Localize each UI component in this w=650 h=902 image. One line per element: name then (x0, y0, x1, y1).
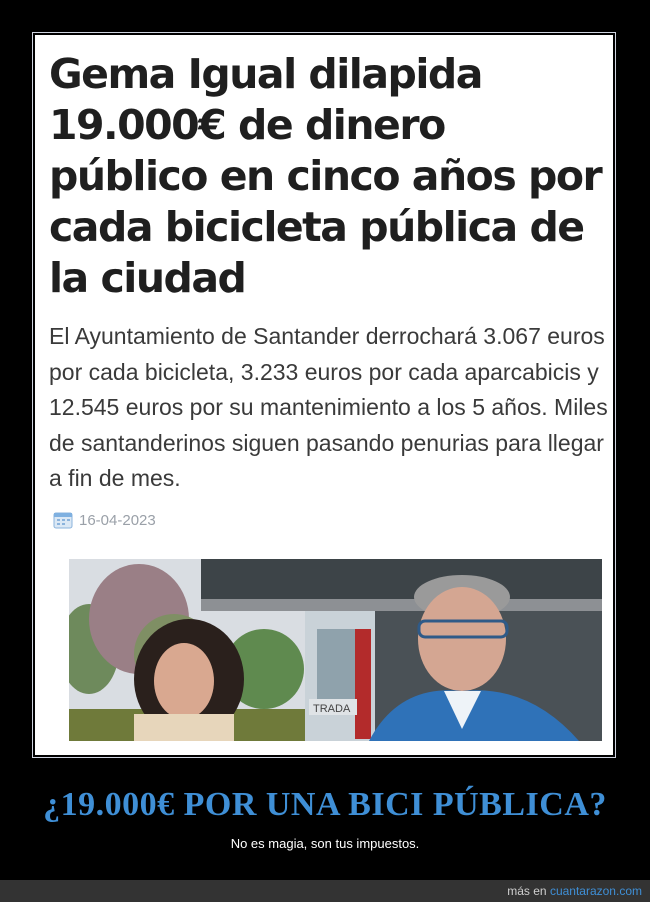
caption-title: ¿19.000€ POR UNA BICI PÚBLICA? (43, 786, 607, 823)
footer-prefix: más en (507, 884, 550, 898)
photo-sign-text: TRADA (313, 703, 351, 715)
date-row (53, 509, 156, 531)
footer-site-link[interactable]: cuantarazon.com (549, 884, 642, 898)
article-date: 16-04-2023 (79, 511, 156, 529)
caption-subtitle: No es magia, son tus impuestos. (230, 836, 420, 851)
calendar-icon (53, 511, 73, 529)
article-headline: Gema Igual dilapida 19.000€ de dinero público en cinco años por cada bicicleta pública de la ciudad (49, 50, 602, 302)
footer (507, 884, 642, 898)
article-card (35, 35, 613, 755)
article-photo (69, 559, 602, 741)
article-lead: El Ayuntamiento de Santander derrochará 3.067 euros por cada bicicleta, 3.233 euros por cada aparcabicis y 12.545 euros por su mantenimiento a los 5 años. Miles de santanderinos siguen pasando penurias para llegar a fin de mes. (49, 323, 608, 491)
footer-bar (0, 880, 650, 902)
article-frame (32, 32, 616, 758)
